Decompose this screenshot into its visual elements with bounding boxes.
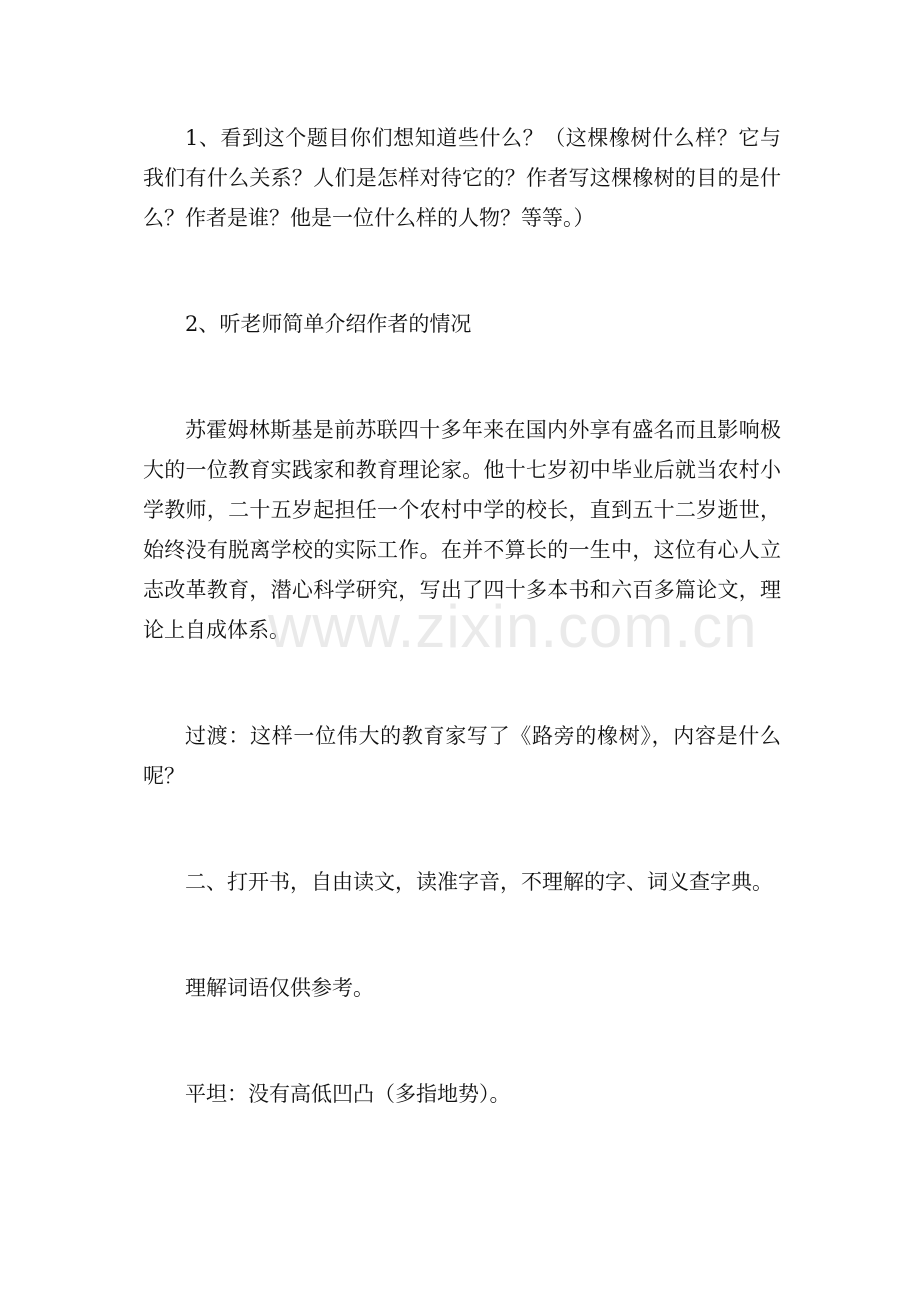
paragraph-question: 1、看到这个题目你们想知道些什么？（这棵橡树什么样？它与我们有什么关系？人们是怎样对待它的？作者写这棵橡树的目的是什么？作者是谁？他是一位什么样的人物？等等。） [143, 126, 781, 230]
paragraph-author-bio: 苏霍姆林斯基是前苏联四十多年来在国内外享有盛名而且影响极大的一位教育实践家和教育理论家。他十七岁初中毕业后就当农村小学教师，二十五岁起担任一个农村中学的校长，直到五十二岁逝世，始终没有脱离学校的实际工作。在并不算长的一生中，这位有心人立志改革教育，潜心科学研究，写出了四十多本书和六百多篇论文，理论上自成体系。 [143, 418, 781, 642]
watermark-text: www.zixin.com.cn [268, 593, 758, 660]
document-body [143, 118, 781, 1180]
paragraph-transition: 过渡：这样一位伟大的教育家写了《路旁的橡树》，内容是什么呢？ [143, 724, 781, 788]
paragraph-vocab-definition: 平坦：没有高低凹凸（多指地势）。 [185, 1082, 511, 1106]
paragraph-vocab-note: 理解词语仅供参考。 [185, 976, 374, 1000]
paragraph-reading-task: 二、打开书，自由读文，读准字音，不理解的字、词义查字典。 [185, 870, 773, 894]
paragraph-author-intro-heading: 2、听老师简单介绍作者的情况 [185, 312, 472, 336]
